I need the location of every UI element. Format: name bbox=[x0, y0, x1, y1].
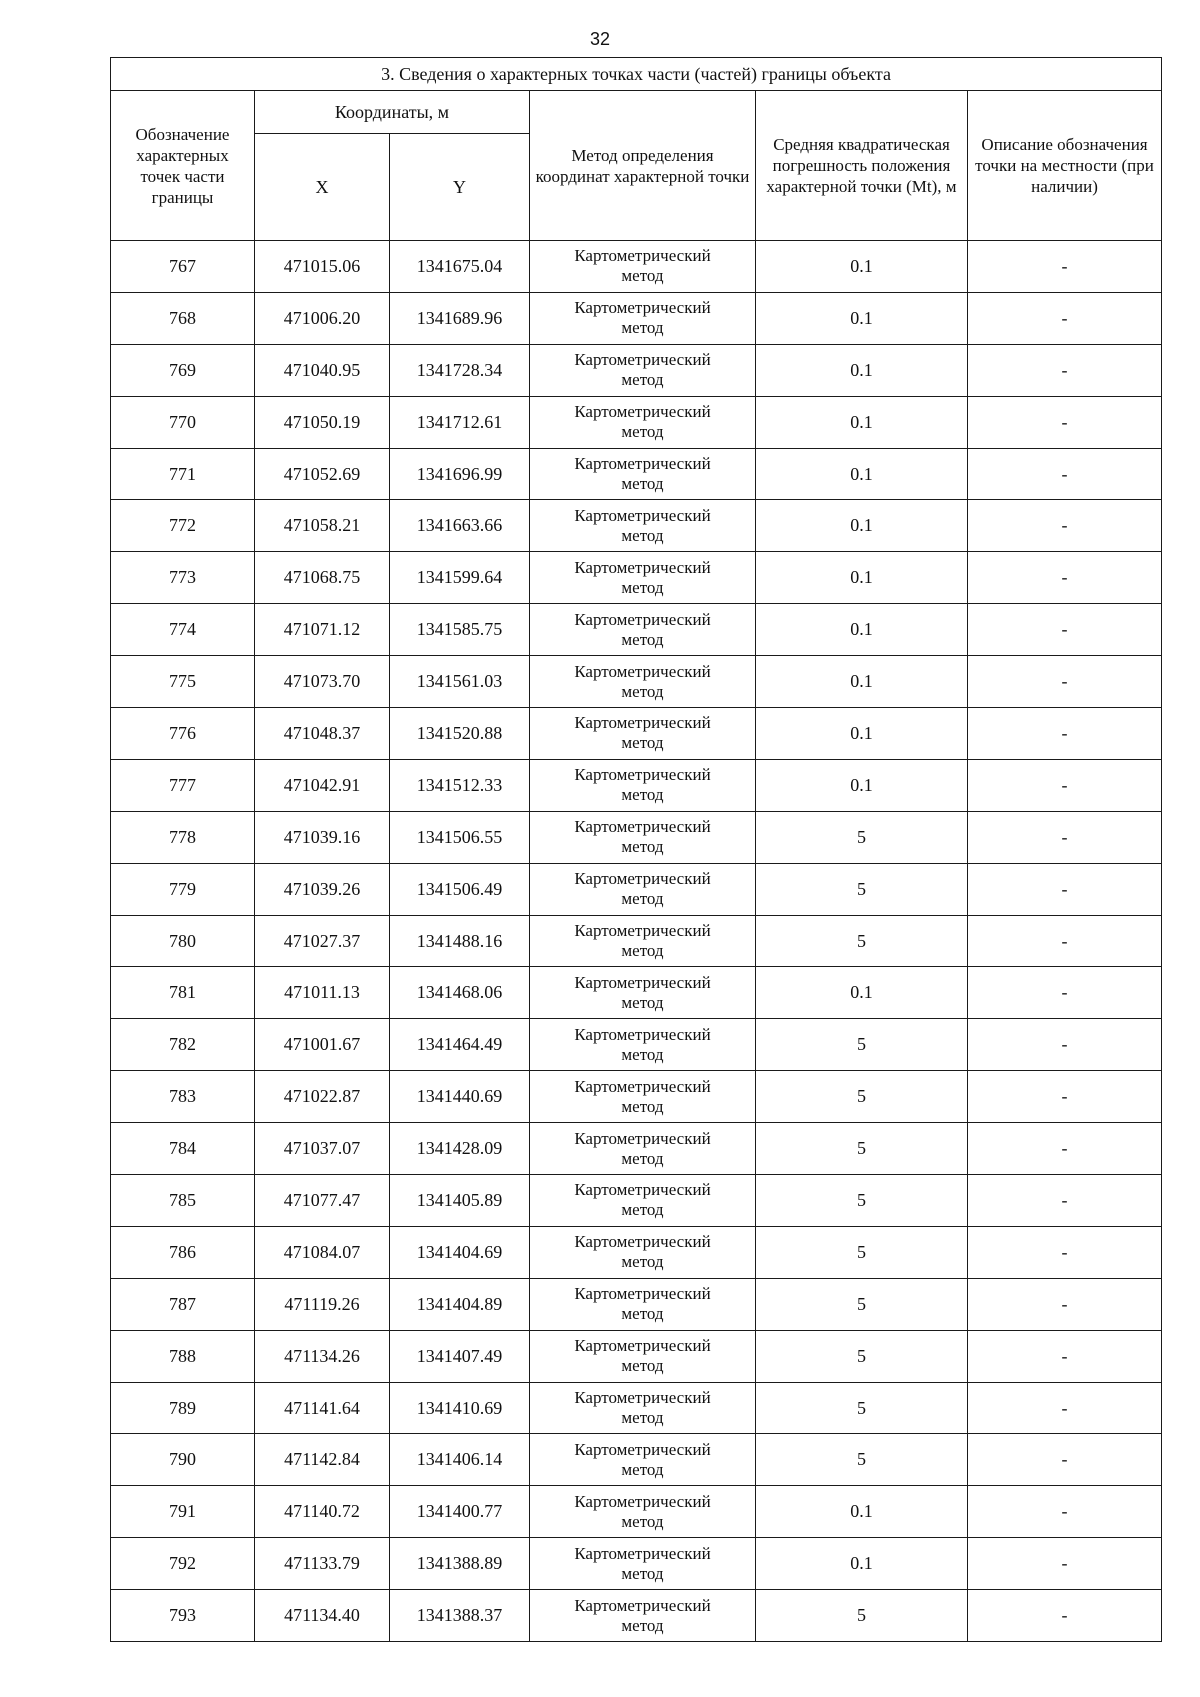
error-cell: 0.1 bbox=[756, 656, 968, 708]
method-cell bbox=[530, 915, 756, 967]
method-cell bbox=[530, 241, 756, 293]
x-coordinate-cell: 471071.12 bbox=[255, 604, 390, 656]
method-line-2: метод bbox=[621, 422, 664, 442]
description-cell: - bbox=[968, 1590, 1162, 1642]
error-cell: 5 bbox=[756, 863, 968, 915]
method-cell bbox=[530, 552, 756, 604]
x-coordinate-cell: 471073.70 bbox=[255, 656, 390, 708]
method-cell bbox=[530, 448, 756, 500]
method-cell bbox=[530, 1226, 756, 1278]
x-coordinate-cell: 471027.37 bbox=[255, 915, 390, 967]
method-line-1: Картометрический bbox=[574, 869, 711, 889]
table-row bbox=[111, 1382, 1162, 1434]
method-cell bbox=[530, 1123, 756, 1175]
method-line-1: Картометрический bbox=[574, 350, 711, 370]
point-id-cell: 782 bbox=[111, 1019, 255, 1071]
x-coordinate-cell: 471068.75 bbox=[255, 552, 390, 604]
description-cell: - bbox=[968, 1538, 1162, 1590]
x-coordinate-cell: 471052.69 bbox=[255, 448, 390, 500]
method-line-2: метод bbox=[621, 577, 664, 597]
method-line-2: метод bbox=[621, 733, 664, 753]
description-cell: - bbox=[968, 811, 1162, 863]
x-coordinate-cell: 471015.06 bbox=[255, 241, 390, 293]
y-coordinate-cell: 1341400.77 bbox=[390, 1486, 530, 1538]
method-line-2: метод bbox=[621, 370, 664, 390]
error-cell: 0.1 bbox=[756, 292, 968, 344]
table-row bbox=[111, 1175, 1162, 1227]
method-line-2: метод bbox=[621, 1615, 664, 1635]
method-line-2: метод bbox=[621, 785, 664, 805]
x-coordinate-cell: 471050.19 bbox=[255, 396, 390, 448]
y-coordinate-cell: 1341388.89 bbox=[390, 1538, 530, 1590]
point-id-cell: 774 bbox=[111, 604, 255, 656]
description-cell: - bbox=[968, 1123, 1162, 1175]
y-coordinate-cell: 1341428.09 bbox=[390, 1123, 530, 1175]
table-row bbox=[111, 604, 1162, 656]
method-cell bbox=[530, 656, 756, 708]
method-line-1: Картометрический bbox=[574, 1491, 711, 1511]
error-cell: 5 bbox=[756, 1071, 968, 1123]
method-line-2: метод bbox=[621, 992, 664, 1012]
table-row bbox=[111, 1019, 1162, 1071]
title-row bbox=[111, 58, 1162, 91]
point-id-cell: 772 bbox=[111, 500, 255, 552]
table-row bbox=[111, 1071, 1162, 1123]
y-coordinate-cell: 1341440.69 bbox=[390, 1071, 530, 1123]
point-id-cell: 777 bbox=[111, 759, 255, 811]
error-cell: 5 bbox=[756, 811, 968, 863]
error-cell: 0.1 bbox=[756, 1486, 968, 1538]
error-cell: 0.1 bbox=[756, 552, 968, 604]
error-cell: 0.1 bbox=[756, 344, 968, 396]
error-cell: 0.1 bbox=[756, 396, 968, 448]
description-cell: - bbox=[968, 1382, 1162, 1434]
description-cell: - bbox=[968, 1278, 1162, 1330]
error-cell: 5 bbox=[756, 1123, 968, 1175]
header-coordinates: Координаты, м bbox=[255, 91, 530, 134]
header-designation: Обозначение характерных точек части границы bbox=[111, 91, 255, 241]
point-id-cell: 778 bbox=[111, 811, 255, 863]
description-cell: - bbox=[968, 915, 1162, 967]
header-y: Y bbox=[390, 134, 530, 241]
table-row bbox=[111, 656, 1162, 708]
point-id-cell: 769 bbox=[111, 344, 255, 396]
y-coordinate-cell: 1341712.61 bbox=[390, 396, 530, 448]
points-table-body bbox=[111, 241, 1162, 1642]
y-coordinate-cell: 1341599.64 bbox=[390, 552, 530, 604]
points-table bbox=[110, 57, 1162, 1642]
method-cell bbox=[530, 1590, 756, 1642]
table-row bbox=[111, 1226, 1162, 1278]
point-id-cell: 791 bbox=[111, 1486, 255, 1538]
description-cell: - bbox=[968, 1226, 1162, 1278]
point-id-cell: 783 bbox=[111, 1071, 255, 1123]
method-line-2: метод bbox=[621, 1148, 664, 1168]
description-cell: - bbox=[968, 1434, 1162, 1486]
error-cell: 0.1 bbox=[756, 759, 968, 811]
method-line-1: Картометрический bbox=[574, 661, 711, 681]
method-cell bbox=[530, 344, 756, 396]
method-line-1: Картометрический bbox=[574, 1284, 711, 1304]
table-row bbox=[111, 344, 1162, 396]
method-cell bbox=[530, 1019, 756, 1071]
point-id-cell: 786 bbox=[111, 1226, 255, 1278]
method-line-2: метод bbox=[621, 1200, 664, 1220]
description-cell: - bbox=[968, 500, 1162, 552]
point-id-cell: 792 bbox=[111, 1538, 255, 1590]
description-cell: - bbox=[968, 292, 1162, 344]
method-line-1: Картометрический bbox=[574, 713, 711, 733]
x-coordinate-cell: 471042.91 bbox=[255, 759, 390, 811]
x-coordinate-cell: 471040.95 bbox=[255, 344, 390, 396]
x-coordinate-cell: 471134.26 bbox=[255, 1330, 390, 1382]
point-id-cell: 793 bbox=[111, 1590, 255, 1642]
method-cell bbox=[530, 1071, 756, 1123]
x-coordinate-cell: 471001.67 bbox=[255, 1019, 390, 1071]
description-cell: - bbox=[968, 448, 1162, 500]
method-cell bbox=[530, 1330, 756, 1382]
table-row bbox=[111, 708, 1162, 760]
error-cell: 5 bbox=[756, 1226, 968, 1278]
point-id-cell: 784 bbox=[111, 1123, 255, 1175]
y-coordinate-cell: 1341696.99 bbox=[390, 448, 530, 500]
point-id-cell: 780 bbox=[111, 915, 255, 967]
method-cell bbox=[530, 604, 756, 656]
table-row bbox=[111, 552, 1162, 604]
y-coordinate-cell: 1341675.04 bbox=[390, 241, 530, 293]
method-cell bbox=[530, 708, 756, 760]
method-line-2: метод bbox=[621, 941, 664, 961]
y-coordinate-cell: 1341488.16 bbox=[390, 915, 530, 967]
point-id-cell: 771 bbox=[111, 448, 255, 500]
method-line-1: Картометрический bbox=[574, 1543, 711, 1563]
x-coordinate-cell: 471077.47 bbox=[255, 1175, 390, 1227]
table-row bbox=[111, 1538, 1162, 1590]
method-line-1: Картометрический bbox=[574, 972, 711, 992]
error-cell: 5 bbox=[756, 1175, 968, 1227]
point-id-cell: 776 bbox=[111, 708, 255, 760]
table-row bbox=[111, 759, 1162, 811]
table-row bbox=[111, 863, 1162, 915]
method-line-1: Картометрический bbox=[574, 402, 711, 422]
x-coordinate-cell: 471048.37 bbox=[255, 708, 390, 760]
error-cell: 5 bbox=[756, 915, 968, 967]
method-line-2: метод bbox=[621, 1563, 664, 1583]
table-row bbox=[111, 1330, 1162, 1382]
table-row bbox=[111, 967, 1162, 1019]
error-cell: 0.1 bbox=[756, 967, 968, 1019]
description-cell: - bbox=[968, 967, 1162, 1019]
description-cell: - bbox=[968, 759, 1162, 811]
method-line-1: Картометрический bbox=[574, 1128, 711, 1148]
method-line-2: метод bbox=[621, 1304, 664, 1324]
y-coordinate-cell: 1341404.69 bbox=[390, 1226, 530, 1278]
method-cell bbox=[530, 1175, 756, 1227]
method-line-1: Картометрический bbox=[574, 505, 711, 525]
description-cell: - bbox=[968, 344, 1162, 396]
header-method: Метод определения координат характерной точки bbox=[530, 91, 756, 241]
y-coordinate-cell: 1341406.14 bbox=[390, 1434, 530, 1486]
point-id-cell: 785 bbox=[111, 1175, 255, 1227]
x-coordinate-cell: 471141.64 bbox=[255, 1382, 390, 1434]
x-coordinate-cell: 471119.26 bbox=[255, 1278, 390, 1330]
description-cell: - bbox=[968, 1330, 1162, 1382]
point-id-cell: 775 bbox=[111, 656, 255, 708]
error-cell: 5 bbox=[756, 1382, 968, 1434]
method-cell bbox=[530, 863, 756, 915]
table-row bbox=[111, 241, 1162, 293]
x-coordinate-cell: 471084.07 bbox=[255, 1226, 390, 1278]
table-row bbox=[111, 915, 1162, 967]
table-row bbox=[111, 448, 1162, 500]
description-cell: - bbox=[968, 656, 1162, 708]
x-coordinate-cell: 471142.84 bbox=[255, 1434, 390, 1486]
method-line-2: метод bbox=[621, 1511, 664, 1531]
point-id-cell: 790 bbox=[111, 1434, 255, 1486]
method-line-2: метод bbox=[621, 1459, 664, 1479]
description-cell: - bbox=[968, 708, 1162, 760]
method-line-1: Картометрический bbox=[574, 817, 711, 837]
page-number: 32 bbox=[589, 29, 611, 49]
method-cell bbox=[530, 1382, 756, 1434]
y-coordinate-cell: 1341585.75 bbox=[390, 604, 530, 656]
method-line-2: метод bbox=[621, 1252, 664, 1272]
method-line-1: Картометрический bbox=[574, 609, 711, 629]
method-cell bbox=[530, 292, 756, 344]
table-row bbox=[111, 1123, 1162, 1175]
method-line-2: метод bbox=[621, 318, 664, 338]
y-coordinate-cell: 1341464.49 bbox=[390, 1019, 530, 1071]
x-coordinate-cell: 471134.40 bbox=[255, 1590, 390, 1642]
method-cell bbox=[530, 967, 756, 1019]
method-line-1: Картометрический bbox=[574, 454, 711, 473]
description-cell: - bbox=[968, 1019, 1162, 1071]
method-line-1: Картометрический bbox=[574, 246, 711, 266]
error-cell: 5 bbox=[756, 1278, 968, 1330]
error-cell: 5 bbox=[756, 1434, 968, 1486]
method-line-1: Картометрический bbox=[574, 1439, 711, 1459]
method-line-1: Картометрический bbox=[574, 1595, 711, 1615]
method-line-2: метод bbox=[621, 1356, 664, 1376]
method-cell bbox=[530, 500, 756, 552]
error-cell: 5 bbox=[756, 1019, 968, 1071]
x-coordinate-cell: 471058.21 bbox=[255, 500, 390, 552]
header-row-1 bbox=[111, 91, 1162, 134]
description-cell: - bbox=[968, 604, 1162, 656]
method-line-2: метод bbox=[621, 1096, 664, 1116]
method-line-2: метод bbox=[621, 681, 664, 701]
table-title: 3. Сведения о характерных точках части (частей) границы объекта bbox=[111, 58, 1162, 91]
error-cell: 5 bbox=[756, 1330, 968, 1382]
x-coordinate-cell: 471022.87 bbox=[255, 1071, 390, 1123]
description-cell: - bbox=[968, 863, 1162, 915]
method-line-2: метод bbox=[621, 525, 664, 545]
table-row bbox=[111, 1278, 1162, 1330]
description-cell: - bbox=[968, 1486, 1162, 1538]
error-cell: 0.1 bbox=[756, 604, 968, 656]
header-error: Средняя квадратическая погрешность положения характерной точки (Mt), м bbox=[756, 91, 968, 241]
table-row bbox=[111, 1590, 1162, 1642]
table-row bbox=[111, 500, 1162, 552]
method-cell bbox=[530, 1434, 756, 1486]
y-coordinate-cell: 1341520.88 bbox=[390, 708, 530, 760]
y-coordinate-cell: 1341506.55 bbox=[390, 811, 530, 863]
method-line-2: метод bbox=[621, 837, 664, 857]
x-coordinate-cell: 471037.07 bbox=[255, 1123, 390, 1175]
error-cell: 0.1 bbox=[756, 708, 968, 760]
x-coordinate-cell: 471133.79 bbox=[255, 1538, 390, 1590]
table-row bbox=[111, 396, 1162, 448]
method-line-1: Картометрический bbox=[574, 765, 711, 785]
point-id-cell: 770 bbox=[111, 396, 255, 448]
y-coordinate-cell: 1341561.03 bbox=[390, 656, 530, 708]
method-cell bbox=[530, 1538, 756, 1590]
y-coordinate-cell: 1341468.06 bbox=[390, 967, 530, 1019]
method-cell bbox=[530, 759, 756, 811]
table-row bbox=[111, 1486, 1162, 1538]
y-coordinate-cell: 1341405.89 bbox=[390, 1175, 530, 1227]
point-id-cell: 787 bbox=[111, 1278, 255, 1330]
y-coordinate-cell: 1341506.49 bbox=[390, 863, 530, 915]
description-cell: - bbox=[968, 241, 1162, 293]
point-id-cell: 767 bbox=[111, 241, 255, 293]
y-coordinate-cell: 1341404.89 bbox=[390, 1278, 530, 1330]
y-coordinate-cell: 1341407.49 bbox=[390, 1330, 530, 1382]
header-x: X bbox=[255, 134, 390, 241]
table-row bbox=[111, 292, 1162, 344]
description-cell: - bbox=[968, 396, 1162, 448]
method-line-2: метод bbox=[621, 1044, 664, 1064]
y-coordinate-cell: 1341512.33 bbox=[390, 759, 530, 811]
method-line-1: Картометрический bbox=[574, 557, 711, 577]
error-cell: 0.1 bbox=[756, 1538, 968, 1590]
method-line-2: метод bbox=[621, 474, 664, 493]
point-id-cell: 789 bbox=[111, 1382, 255, 1434]
method-line-2: метод bbox=[621, 1408, 664, 1428]
point-id-cell: 788 bbox=[111, 1330, 255, 1382]
error-cell: 0.1 bbox=[756, 500, 968, 552]
x-coordinate-cell: 471006.20 bbox=[255, 292, 390, 344]
description-cell: - bbox=[968, 1071, 1162, 1123]
description-cell: - bbox=[968, 1175, 1162, 1227]
method-line-1: Картометрический bbox=[574, 1076, 711, 1096]
header-description: Описание обозначения точки на местности (при наличии) bbox=[968, 91, 1162, 241]
method-line-1: Картометрический bbox=[574, 1336, 711, 1356]
table-row bbox=[111, 1434, 1162, 1486]
points-table-header bbox=[111, 58, 1162, 241]
method-line-1: Картометрический bbox=[574, 1388, 711, 1408]
method-line-2: метод bbox=[621, 889, 664, 909]
table-row bbox=[111, 811, 1162, 863]
error-cell: 0.1 bbox=[756, 448, 968, 500]
method-line-1: Картометрический bbox=[574, 1232, 711, 1252]
y-coordinate-cell: 1341663.66 bbox=[390, 500, 530, 552]
method-line-1: Картометрический bbox=[574, 298, 711, 318]
error-cell: 0.1 bbox=[756, 241, 968, 293]
method-cell bbox=[530, 396, 756, 448]
y-coordinate-cell: 1341689.96 bbox=[390, 292, 530, 344]
method-line-1: Картометрический bbox=[574, 921, 711, 941]
point-id-cell: 779 bbox=[111, 863, 255, 915]
point-id-cell: 768 bbox=[111, 292, 255, 344]
method-line-2: метод bbox=[621, 266, 664, 286]
method-cell bbox=[530, 1278, 756, 1330]
y-coordinate-cell: 1341388.37 bbox=[390, 1590, 530, 1642]
y-coordinate-cell: 1341410.69 bbox=[390, 1382, 530, 1434]
point-id-cell: 773 bbox=[111, 552, 255, 604]
y-coordinate-cell: 1341728.34 bbox=[390, 344, 530, 396]
x-coordinate-cell: 471039.26 bbox=[255, 863, 390, 915]
error-cell: 5 bbox=[756, 1590, 968, 1642]
method-cell bbox=[530, 811, 756, 863]
method-cell bbox=[530, 1486, 756, 1538]
method-line-1: Картометрический bbox=[574, 1024, 711, 1044]
x-coordinate-cell: 471011.13 bbox=[255, 967, 390, 1019]
method-line-2: метод bbox=[621, 629, 664, 649]
method-line-1: Картометрический bbox=[574, 1180, 711, 1200]
x-coordinate-cell: 471140.72 bbox=[255, 1486, 390, 1538]
point-id-cell: 781 bbox=[111, 967, 255, 1019]
description-cell: - bbox=[968, 552, 1162, 604]
x-coordinate-cell: 471039.16 bbox=[255, 811, 390, 863]
